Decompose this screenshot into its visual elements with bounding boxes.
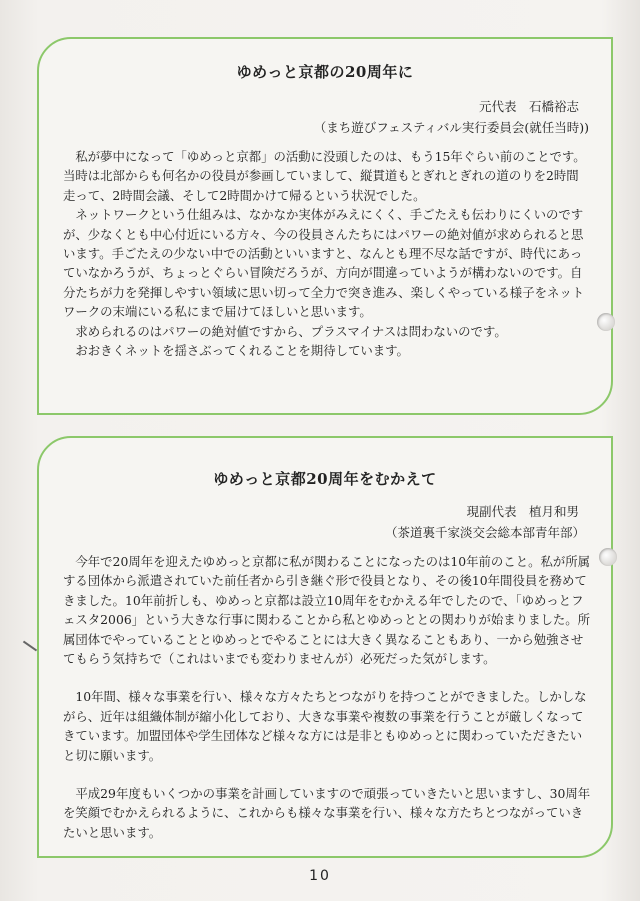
article-1-paragraph: おおきくネットを揺さぶってくれることを期待しています。 [75,343,409,359]
article-2-paragraph: 平成29年度もいくつかの事業を計画していますので頑張っていきたいと思いますし、30周年を笑顔でむかえられるように、これからも様々な事業を行い、様々な方たちとつながっていきたいと思います。 [63,786,591,840]
article-1-paragraph: 求められるのはパワーの絶対値ですから、プラスマイナスは問わないのです。 [75,323,507,339]
article-1-paragraph: ネットワークという仕組みは、なかなか実体がみえにくく、手ごたえも伝わりにくいのですが、少なくとも中心付近にいる方々、今の役員さんたちにはパワーの絶対値が求められると思います。手ごたえの少ない中での活動といいますと、なんとも理不尽な話ですが、時代にあっていなかろうが、ちょっとぐらい冒険だろうが、方向が間違っていようが構わないのです。自分たちが力を発揮しやすい領域に思い切って全力で突き進み、楽しくやっている様子をネットワークの末端にいる私にまで届けてほしいと思います。 [63,207,585,320]
article-2-affiliation: （茶道裏千家淡交会総本部青年部） [384,525,585,540]
page-number: 10 [309,868,331,884]
article-box-1 [37,37,613,415]
article-box-2 [37,436,613,858]
article-2-author: 現副代表 植月和男 [466,504,579,519]
article-2-paragraph: 今年で20周年を迎えたゆめっと京都に私が関わることになったのは10年前のこと。私が所属する団体から派遣されていた前任者から引き継ぐ形で役員となり、その後10年間役員を務めてきました。10年前折しも、ゆめっと京都は設立10周年をむかえる年でしたので、「ゆめっとフェスタ2006」という大きな行事に関わることから私とゆめっととの関わりが始まりました。所属団体でやっていることとゆめっとでやることには大きく異なることもあり、一から勉強させてもらう気持ちで（これはいまでも変わりませんが）必死だった気がします。 [63,554,591,667]
binder-hole-bottom [599,548,617,566]
article-1-paragraph: 私が夢中になって「ゆめっと京都」の活動に没頭したのは、もう15年ぐらい前のことです。当時は北部からも何名かの役員が参画していまして、縦貫道もとぎれとぎれの道のりを2時間走って、2時間会議、そして2時間かけて帰るという状況でした。 [63,149,586,203]
binder-hole-top [597,313,615,331]
article-2-body [63,552,591,842]
article-1-affiliation: （まち遊びフェスティバル実行委員会(就任当時)) [313,120,589,135]
article-1-title: ゆめっと京都の20周年に [236,63,414,81]
article-2-paragraph: 10年間、様々な事業を行い、様々な方々たちとつながりを持つことができました。しかしながら、近年は組織体制が縮小化しており、大きな事業や複数の事業を行うことが厳しくなってきています。加盟団体や学生団体など様々な方には是非ともゆめっとに関わっていただきたいと切に願います。 [63,689,587,763]
article-2-title: ゆめっと京都20周年をむかえて [213,470,437,488]
article-1-body [63,147,591,360]
article-1-author: 元代表 石橋裕志 [478,99,579,114]
